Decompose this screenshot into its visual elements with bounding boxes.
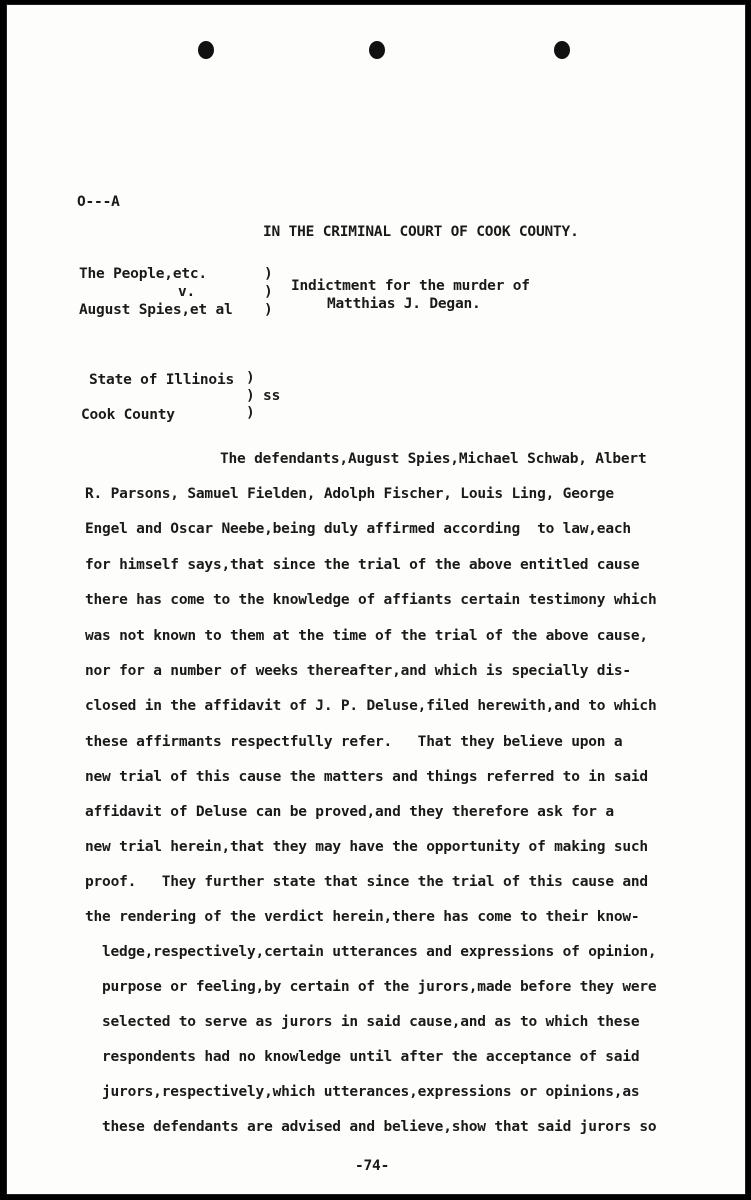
body-line-10: new trial of this cause the matters and things referred to in said <box>85 769 648 785</box>
document-id: O---A <box>77 194 120 210</box>
body-line-3: Engel and Oscar Neebe,being duly affirmed according to law,each <box>85 521 631 537</box>
body-line-5: there has come to the knowledge of affiants certain testimony which <box>85 592 657 608</box>
body-line-19: jurors,respectively,which utterances,expressions or opinions,as <box>102 1084 640 1100</box>
venue-county: Cook County <box>81 407 175 423</box>
venue-bracket-3: ) <box>246 405 255 421</box>
caption-party-1: The People,etc. <box>79 266 207 282</box>
body-line-4: for himself says,that since the trial of the above entitled cause <box>85 557 640 573</box>
venue-bracket-1: ) <box>246 370 255 386</box>
caption-bracket-3: ) <box>264 302 273 318</box>
punch-hole-center <box>369 41 385 59</box>
body-line-15: ledge,respectively,certain utterances and expressions of opinion, <box>102 944 657 960</box>
punch-hole-right <box>554 41 570 59</box>
court-heading: IN THE CRIMINAL COURT OF COOK COUNTY. <box>263 224 579 240</box>
body-line-9: these affirmants respectfully refer. That they believe upon a <box>85 734 623 750</box>
venue-ss: ) ss <box>246 388 281 404</box>
caption-bracket-2: ) <box>264 284 273 300</box>
body-line-8: closed in the affidavit of J. P. Deluse,filed herewith,and to which <box>85 698 657 714</box>
indictment-line-2: Matthias J. Degan. <box>327 296 481 312</box>
body-line-18: respondents had no knowledge until after the acceptance of said <box>102 1049 640 1065</box>
body-line-12: new trial herein,that they may have the opportunity of making such <box>85 839 648 855</box>
body-line-2: R. Parsons, Samuel Fielden, Adolph Fischer, Louis Ling, George <box>85 486 614 502</box>
indictment-line-1: Indictment for the murder of <box>291 278 530 294</box>
body-line-7: nor for a number of weeks thereafter,and which is specially dis- <box>85 663 631 679</box>
caption-bracket-1: ) <box>264 266 273 282</box>
body-line-13: proof. They further state that since the trial of this cause and <box>85 874 648 890</box>
caption-versus: v. <box>178 284 196 300</box>
page-number: -74- <box>355 1158 390 1174</box>
body-line-17: selected to serve as jurors in said cause,and as to which these <box>102 1014 640 1030</box>
body-line-1: The defendants,August Spies,Michael Schwab, Albert <box>220 451 647 467</box>
punch-hole-left <box>198 41 214 59</box>
body-line-6: was not known to them at the time of the trial of the above cause, <box>85 628 648 644</box>
caption-party-2: August Spies,et al <box>79 302 233 318</box>
venue-state: State of Illinois <box>89 372 235 388</box>
body-line-20: these defendants are advised and believe,show that said jurors so <box>102 1119 657 1135</box>
body-line-16: purpose or feeling,by certain of the jurors,made before they were <box>102 979 657 995</box>
body-line-11: affidavit of Deluse can be proved,and they therefore ask for a <box>85 804 614 820</box>
body-line-14: the rendering of the verdict herein,there has come to their know- <box>85 909 640 925</box>
document-sheet <box>6 4 746 1195</box>
